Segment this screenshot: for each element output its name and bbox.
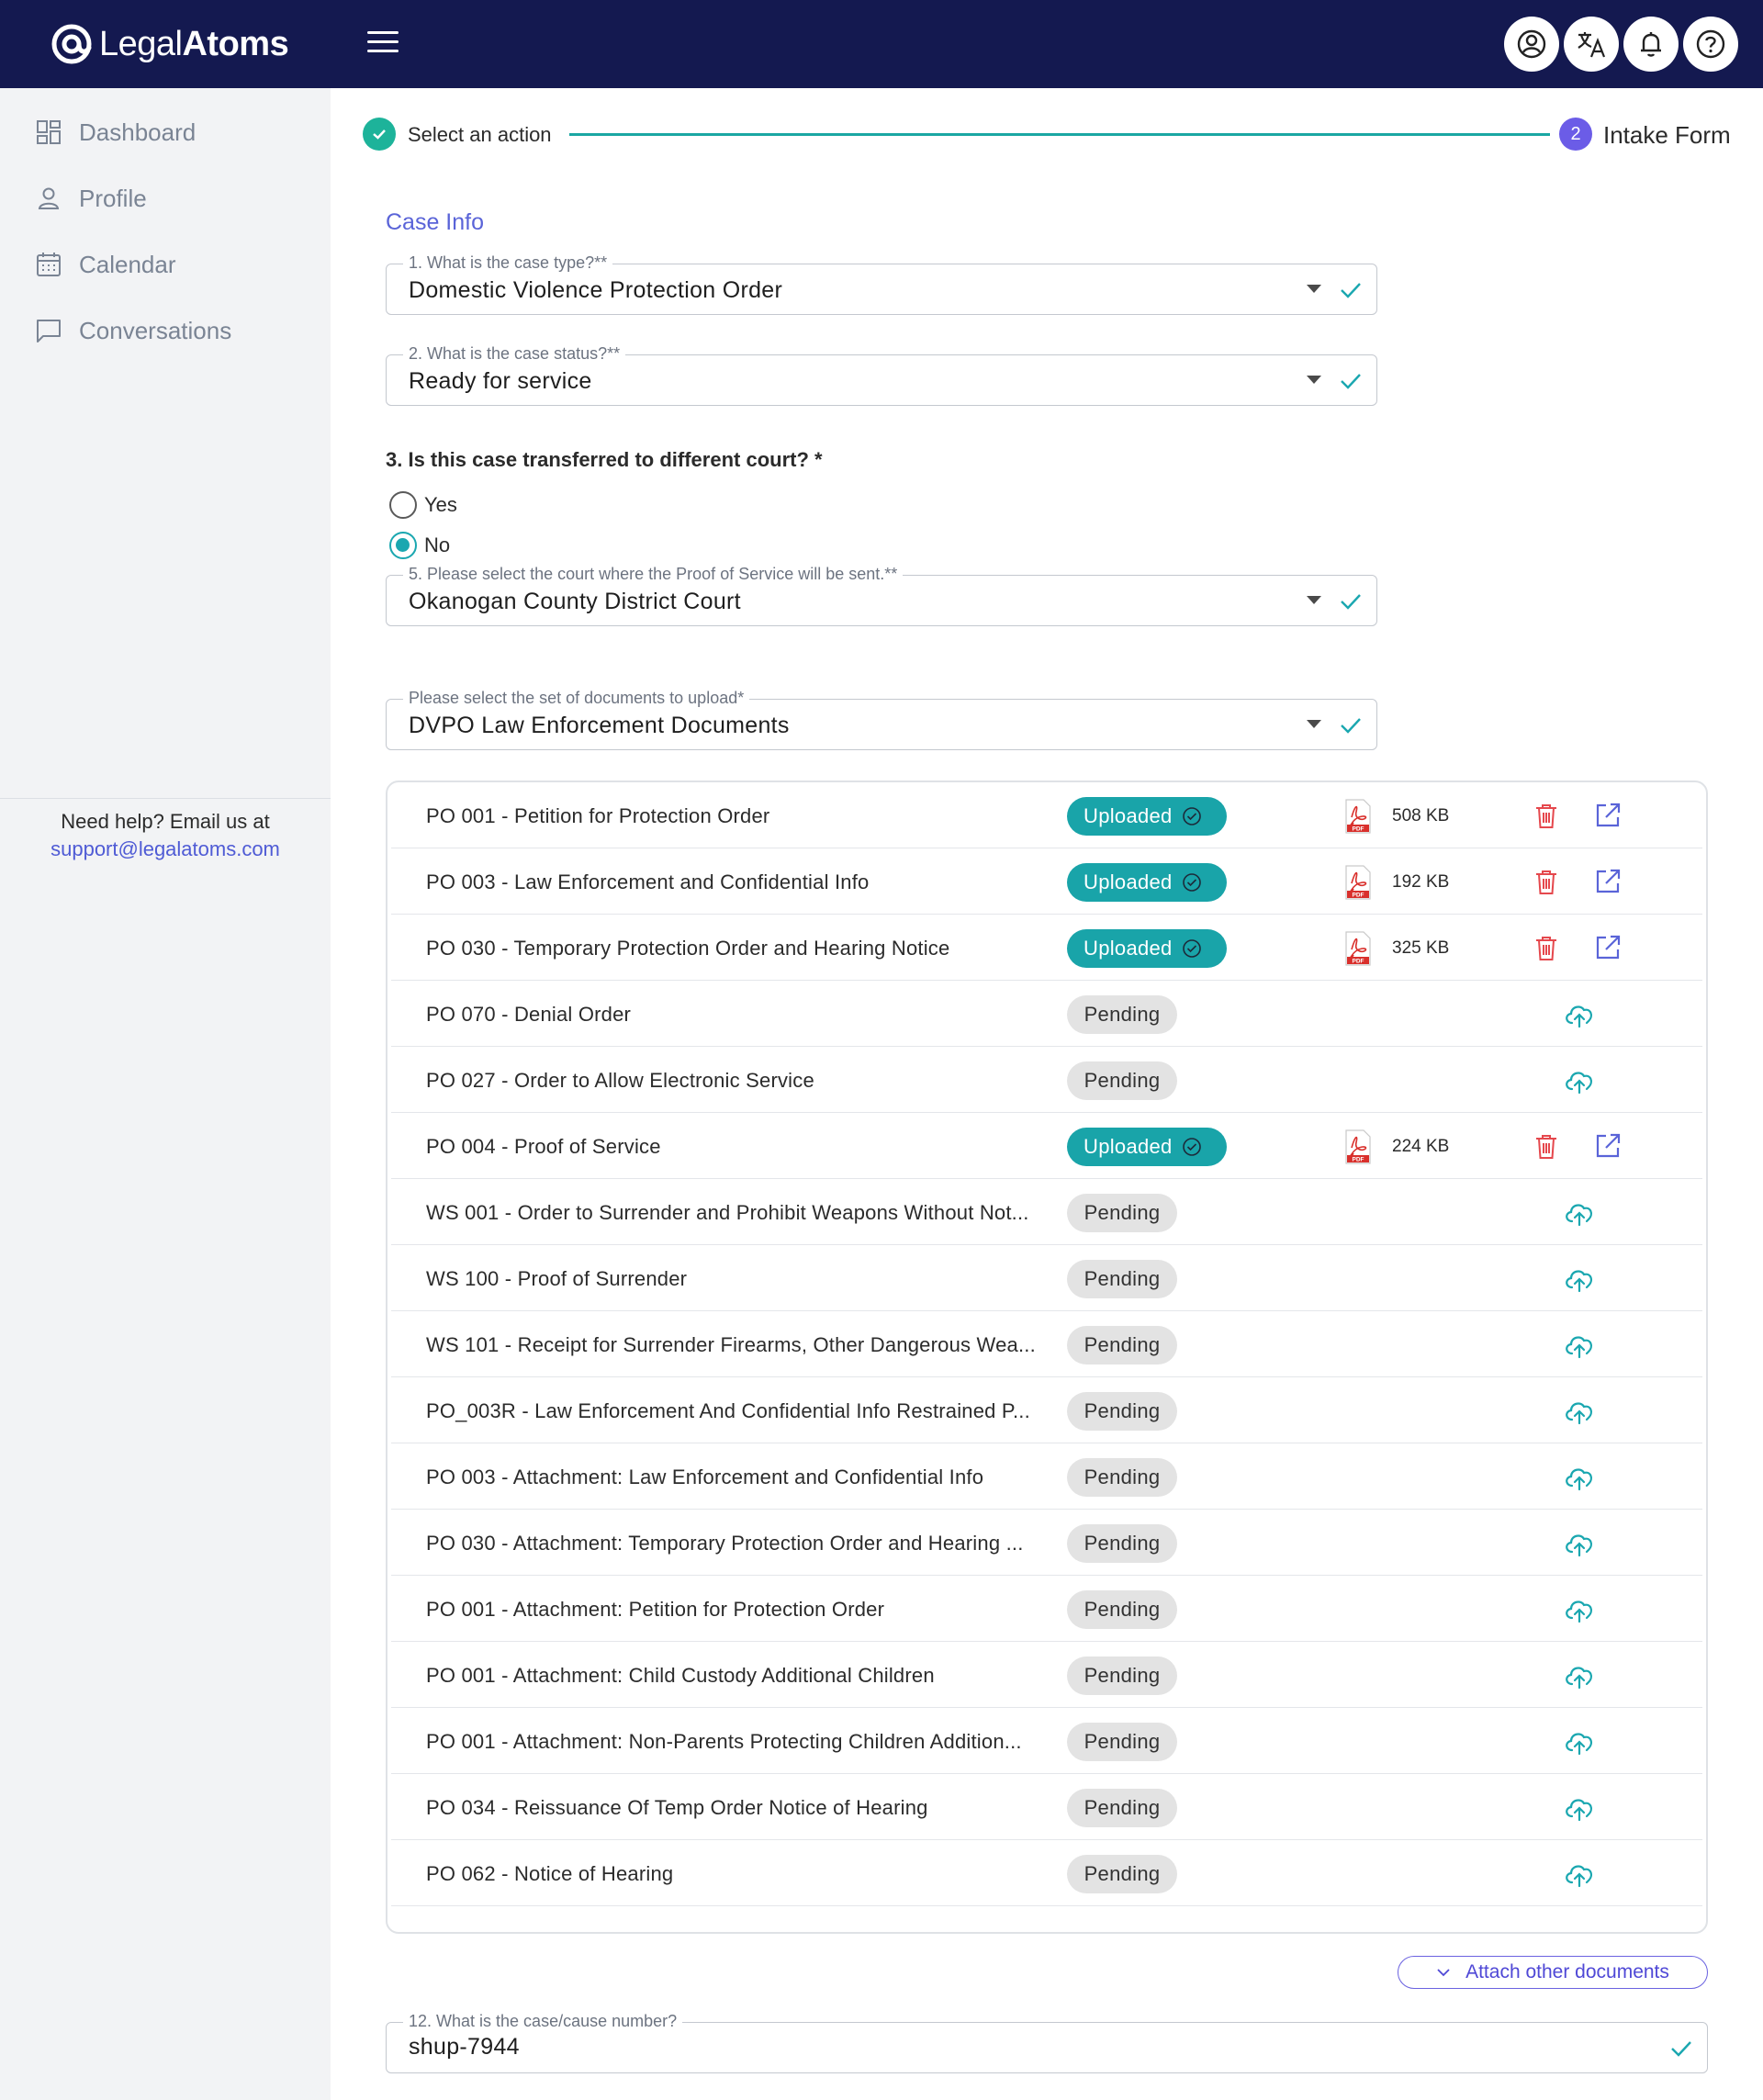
document-row [391, 1642, 1702, 1708]
check-circle-icon [1182, 938, 1202, 959]
case-type-value: Domestic Violence Protection Order [409, 277, 783, 303]
document-row [391, 1708, 1702, 1774]
chat-icon [35, 317, 62, 344]
trash-icon[interactable] [1533, 1133, 1559, 1161]
sidebar-item-label: Profile [79, 184, 147, 212]
document-title: WS 001 - Order to Surrender and Prohibit Weapons Without Not... [426, 1201, 1029, 1224]
document-row [391, 981, 1702, 1047]
status-text: Pending [1084, 1598, 1161, 1621]
status-text: Pending [1084, 1399, 1161, 1422]
grid-icon [35, 118, 62, 146]
document-title: WS 100 - Proof of Surrender [426, 1267, 688, 1290]
step2-number: 2 [1559, 118, 1592, 151]
cloud-upload-icon[interactable] [1563, 1396, 1596, 1427]
document-title: PO 001 - Attachment: Petition for Protection Order [426, 1598, 885, 1621]
account-circle-icon [1515, 28, 1548, 61]
status-badge [1067, 995, 1177, 1034]
case-status-select[interactable] [386, 344, 1377, 406]
chevron-down-icon [1436, 1967, 1451, 1978]
document-row [391, 1840, 1702, 1906]
status-text: Pending [1084, 1664, 1161, 1687]
status-text: Uploaded [1084, 1135, 1173, 1158]
valid-check-icon [1338, 368, 1364, 394]
status-text: Pending [1084, 1267, 1161, 1290]
valid-check-icon [1668, 2036, 1694, 2061]
attach-label: Attach other documents [1465, 1961, 1669, 1982]
trash-icon[interactable] [1533, 935, 1559, 962]
svg-text:PDF: PDF [1352, 1156, 1364, 1163]
status-badge [1067, 1723, 1177, 1761]
case-number-label: 12. What is the case/cause number? [403, 2012, 682, 2031]
status-text: Uploaded [1084, 870, 1173, 893]
valid-check-icon [1338, 277, 1364, 303]
logo-mark-icon [50, 22, 94, 66]
document-title: PO 027 - Order to Allow Electronic Service [426, 1069, 814, 1092]
logo-text: LegalAtoms [99, 24, 289, 63]
documents-table [386, 780, 1708, 1934]
document-title: PO 001 - Petition for Protection Order [426, 804, 770, 827]
case-type-select[interactable] [386, 253, 1377, 315]
status-badge [1067, 1458, 1177, 1497]
status-badge [1067, 1260, 1177, 1298]
chevron-down-icon[interactable] [1307, 596, 1321, 604]
document-row [391, 1245, 1702, 1311]
status-badge [1067, 1656, 1177, 1695]
transfer-question: 3. Is this case transferred to different court? * [386, 448, 823, 471]
status-text: Pending [1084, 1201, 1161, 1224]
sidebar-item-label: Conversations [79, 316, 232, 344]
cloud-upload-icon[interactable] [1563, 1197, 1596, 1229]
document-row [391, 782, 1702, 848]
cloud-upload-icon[interactable] [1563, 999, 1596, 1030]
court-label: 5. Please select the court where the Proof of Service will be sent.** [403, 565, 903, 584]
document-title: PO 062 - Notice of Hearing [426, 1862, 674, 1885]
document-title: PO_003R - Law Enforcement And Confidential Info Restrained P... [426, 1399, 1030, 1422]
cloud-upload-icon[interactable] [1563, 1859, 1596, 1890]
document-row [391, 1774, 1702, 1840]
account-button[interactable] [1504, 17, 1559, 72]
sidebar-item-profile[interactable] [35, 180, 147, 217]
support-email-link[interactable]: support@legalatoms.com [51, 837, 280, 860]
radio-unchecked-icon[interactable] [389, 491, 417, 519]
cloud-upload-icon[interactable] [1563, 1528, 1596, 1559]
status-badge [1067, 1524, 1177, 1563]
chevron-down-icon[interactable] [1307, 376, 1321, 384]
pdf-file-icon[interactable] [1344, 865, 1372, 900]
transfer-radio-no[interactable] [389, 531, 450, 560]
document-title: PO 070 - Denial Order [426, 1003, 632, 1026]
document-title: PO 001 - Attachment: Non-Parents Protecting Children Addition... [426, 1730, 1022, 1753]
pdf-file-icon[interactable] [1344, 799, 1372, 834]
status-text: Pending [1084, 1796, 1161, 1819]
radio-checked-icon[interactable] [389, 532, 417, 559]
sidebar-item-label: Dashboard [79, 118, 197, 146]
sidebar-item-dashboard[interactable] [35, 114, 196, 151]
sidebar-item-calendar[interactable] [35, 246, 176, 283]
stepper-connector [569, 133, 1550, 136]
svg-text:PDF: PDF [1352, 958, 1364, 965]
cloud-upload-icon[interactable] [1563, 1330, 1596, 1361]
document-row [391, 1113, 1702, 1179]
document-title: PO 030 - Temporary Protection Order and Hearing Notice [426, 937, 950, 960]
document-title: PO 004 - Proof of Service [426, 1135, 661, 1158]
trash-icon[interactable] [1533, 803, 1559, 830]
open-external-icon[interactable] [1594, 934, 1622, 961]
document-row [391, 1576, 1702, 1642]
step1-complete-icon [363, 118, 396, 151]
document-row [391, 1510, 1702, 1576]
document-row [391, 1377, 1702, 1443]
status-text: Uploaded [1084, 937, 1173, 960]
document-set-select[interactable] [386, 689, 1377, 750]
status-badge [1067, 1392, 1177, 1431]
cloud-upload-icon[interactable] [1563, 1660, 1596, 1691]
status-badge [1067, 1789, 1177, 1827]
document-set-value: DVPO Law Enforcement Documents [409, 713, 790, 738]
file-size: 325 KB [1392, 938, 1450, 958]
check-circle-icon [1182, 806, 1202, 826]
document-set-label: Please select the set of documents to upload* [403, 689, 749, 708]
cloud-upload-icon[interactable] [1563, 1792, 1596, 1824]
attach-other-documents-button[interactable] [1398, 1956, 1708, 1989]
case-status-value: Ready for service [409, 368, 592, 394]
trash-icon[interactable] [1533, 869, 1559, 896]
svg-text:PDF: PDF [1352, 892, 1364, 899]
transfer-radio-yes[interactable] [389, 490, 457, 520]
section-title: Case Info [386, 209, 485, 235]
valid-check-icon [1338, 713, 1364, 738]
court-select[interactable] [386, 565, 1377, 626]
document-row [391, 915, 1702, 981]
status-text: Pending [1084, 1532, 1161, 1555]
chevron-down-icon[interactable] [1307, 720, 1321, 728]
check-circle-icon [1182, 872, 1202, 893]
radio-label: Yes [424, 493, 457, 516]
document-row [391, 1179, 1702, 1245]
document-row [391, 1443, 1702, 1510]
status-text: Pending [1084, 1333, 1161, 1356]
person-icon [35, 185, 62, 212]
open-external-icon[interactable] [1594, 868, 1622, 895]
radio-label: No [424, 533, 451, 556]
status-badge [1067, 1194, 1177, 1232]
translate-icon [1575, 28, 1608, 61]
court-value: Okanogan County District Court [409, 589, 741, 614]
calendar-icon [35, 251, 62, 278]
case-status-label: 2. What is the case status?** [403, 344, 625, 364]
document-row [391, 1047, 1702, 1113]
status-text: Uploaded [1084, 804, 1173, 827]
document-row [391, 1311, 1702, 1377]
case-number-field[interactable] [386, 2012, 1708, 2073]
document-title: PO 001 - Attachment: Child Custody Additional Children [426, 1664, 935, 1687]
file-size: 224 KB [1392, 1137, 1450, 1156]
cloud-upload-icon[interactable] [1563, 1462, 1596, 1493]
cloud-upload-icon[interactable] [1563, 1726, 1596, 1757]
language-button[interactable] [1564, 17, 1619, 72]
cloud-upload-icon[interactable] [1563, 1263, 1596, 1295]
open-external-icon[interactable] [1594, 1132, 1622, 1160]
menu-toggle-button[interactable] [367, 31, 399, 57]
document-title: WS 101 - Receipt for Surrender Firearms, Other Dangerous Wea... [426, 1333, 1036, 1356]
status-text: Pending [1084, 1003, 1161, 1026]
pdf-file-icon[interactable] [1344, 1129, 1372, 1164]
document-title: PO 030 - Attachment: Temporary Protection Order and Hearing ... [426, 1532, 1024, 1555]
cloud-upload-icon[interactable] [1563, 1594, 1596, 1625]
status-text: Pending [1084, 1730, 1161, 1753]
sidebar [0, 88, 331, 2100]
sidebar-divider [0, 798, 331, 799]
status-badge [1067, 1855, 1177, 1893]
status-badge [1067, 1128, 1227, 1166]
status-badge [1067, 1326, 1177, 1364]
open-external-icon[interactable] [1594, 802, 1622, 829]
step2-label: Intake Form [1603, 121, 1731, 149]
status-badge [1067, 929, 1227, 968]
notifications-button[interactable] [1623, 17, 1679, 72]
status-badge [1067, 863, 1227, 902]
sidebar-item-label: Calendar [79, 250, 176, 278]
document-title: PO 003 - Attachment: Law Enforcement and Confidential Info [426, 1466, 984, 1488]
svg-text:PDF: PDF [1352, 825, 1364, 833]
document-row [391, 848, 1702, 915]
status-text: Pending [1084, 1069, 1161, 1092]
pdf-file-icon[interactable] [1344, 931, 1372, 966]
status-badge [1067, 1061, 1177, 1100]
help-icon [1694, 28, 1727, 61]
status-text: Pending [1084, 1466, 1161, 1488]
help-button[interactable] [1683, 17, 1738, 72]
check-circle-icon [1182, 1137, 1202, 1157]
status-badge [1067, 1590, 1177, 1629]
chevron-down-icon[interactable] [1307, 285, 1321, 293]
case-number-value[interactable]: shup-7944 [409, 2034, 520, 2060]
file-size: 192 KB [1392, 872, 1450, 892]
document-title: PO 034 - Reissuance Of Temp Order Notice of Hearing [426, 1796, 928, 1819]
status-badge [1067, 797, 1227, 836]
file-size: 508 KB [1392, 806, 1450, 825]
status-text: Pending [1084, 1862, 1161, 1885]
step1-label[interactable]: Select an action [408, 123, 552, 146]
help-text: Need help? Email us at [61, 810, 270, 833]
legalatoms-logo[interactable] [50, 20, 288, 68]
cloud-upload-icon[interactable] [1563, 1065, 1596, 1096]
valid-check-icon [1338, 589, 1364, 614]
top-app-bar [0, 0, 1763, 88]
sidebar-item-conversations[interactable] [35, 312, 231, 349]
case-type-label: 1. What is the case type?** [403, 253, 612, 273]
document-title: PO 003 - Law Enforcement and Confidential Info [426, 870, 870, 893]
help-block [0, 808, 331, 863]
bell-icon [1634, 28, 1668, 61]
